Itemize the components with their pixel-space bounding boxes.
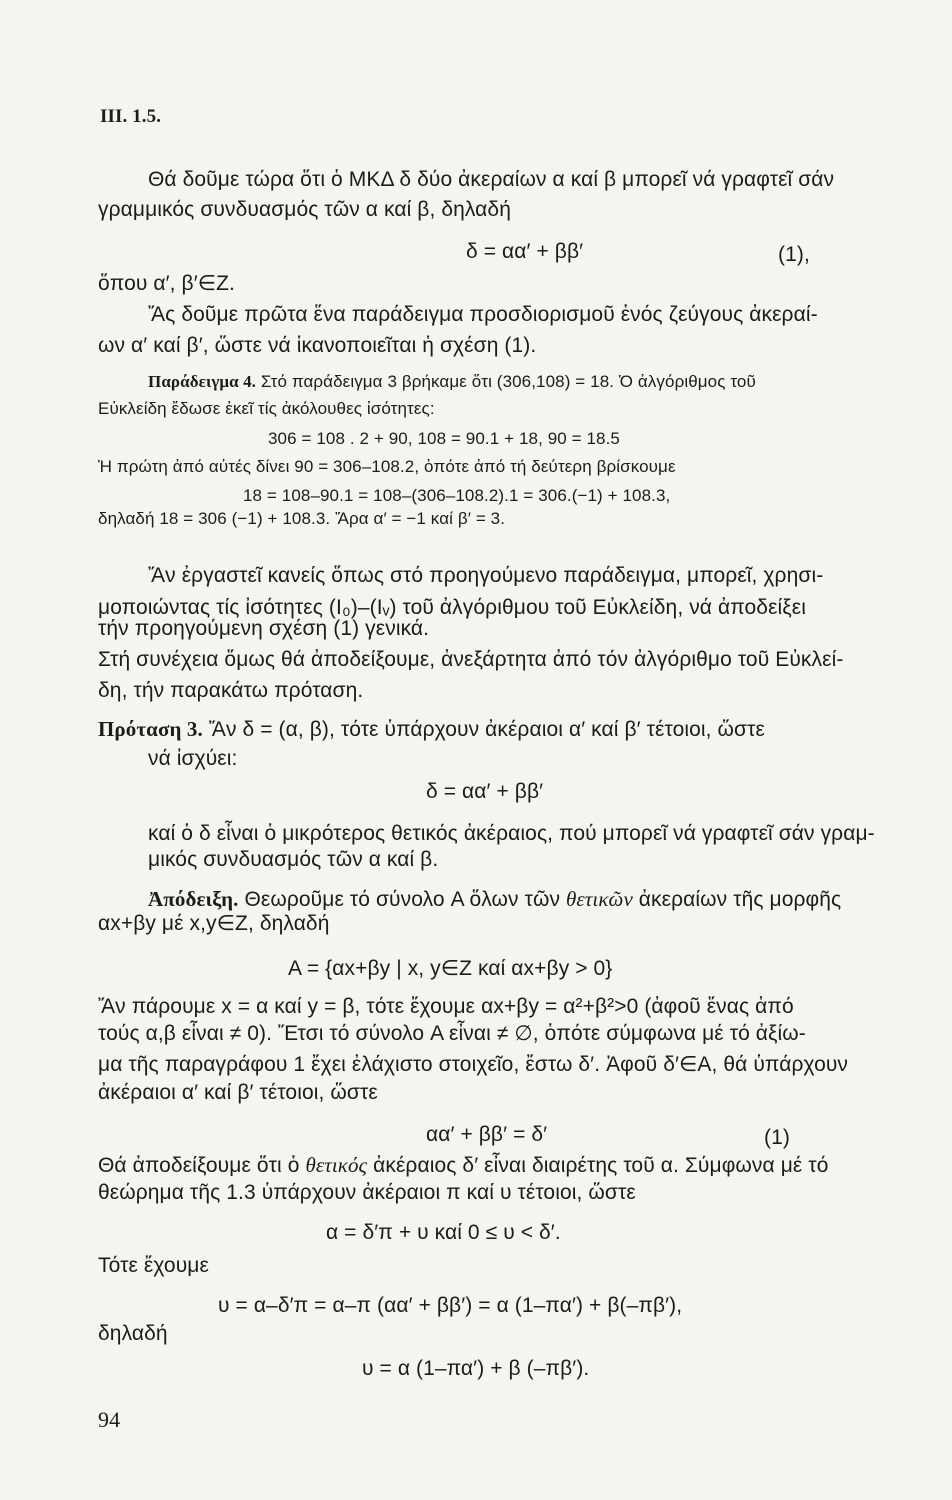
example-4-label: Παράδειγμα 4. [148, 372, 257, 391]
proof-line-1-emphasis: θετικῶν [566, 887, 633, 911]
equation-5: υ = α (1–πα′) + β (–πβ′). [362, 1357, 590, 1380]
example-4-line-3: Ἡ πρώτη ἀπό αὐτές δίνει 90 = 306–108.2, ὁπότε ἀπό τή δεύτερη βρίσκουμε [98, 457, 676, 476]
proof-line-9: Τότε ἔχουμε [98, 1254, 209, 1277]
equation-1: δ = αα′ + ββ′ [466, 240, 584, 263]
proof-line-8: θεώρημα τῆς 1.3 ὑπάρχουν ἀκέραιοι π καί υ τέτοιοι, ὥστε [98, 1181, 636, 1204]
example-4-line-4: δηλαδή 18 = 306 (−1) + 108.3. Ἄρα α′ = −1 καί β′ = 3. [98, 509, 506, 528]
proof-line-7-a: Θά ἀποδείξουμε ὅτι ὁ [98, 1154, 306, 1177]
proof-label: Ἀπόδειξη. [148, 887, 239, 911]
intro-line-2: γραμμικός συνδυασμός τῶν α καί β, δηλαδή [98, 198, 511, 221]
equation-2: αα′ + ββ′ = δ′ [426, 1123, 548, 1146]
where-line: ὅπου α′, β′∈Z. [98, 272, 235, 295]
proof-line-5: μα τῆς παραγράφου 1 ἔχει ἐλάχιστο στοιχεῖο, ἔστω δ′. Ἀφοῦ δ′∈A, θά ὑπάρχουν [98, 1053, 849, 1076]
example-4-line-2: Εὐκλείδη ἔδωσε ἐκεῖ τίς ἀκόλουθες ἰσότητες: [98, 399, 435, 418]
page-number: 94 [98, 1407, 121, 1432]
proposition-3-line-1 [98, 715, 765, 744]
example-intro-line-2: ων α′ καί β′, ὥστε νά ἱκανοποιεῖται ἡ σχέση (1). [98, 334, 537, 357]
paragraph-2-line-2: μοποιώντας τίς ἰσότητες (I₀)–(Iᵥ) τοῦ ἀλγόριθμου τοῦ Εὐκλείδη, νά ἀποδείξει [98, 596, 807, 619]
example-intro-line-1: Ἄς δοῦμε πρῶτα ἕνα παράδειγμα προσδιορισμοῦ ἑνός ζεύγους ἀκεραί- [148, 303, 818, 326]
proof-line-10: δηλαδή [98, 1322, 168, 1345]
equation-2-number: (1) [764, 1126, 790, 1149]
equation-4: υ = α–δ′π = α–π (αα′ + ββ′) = α (1–πα′) + β(–πβ′), [218, 1294, 683, 1317]
paragraph-2-line-3: τήν προηγούμενη σχέση (1) γενικά. [98, 617, 430, 640]
proposition-3-line-2: νά ἰσχύει: [148, 747, 238, 770]
proof-line-3: Ἄν πάρουμε x = α καί y = β, τότε ἔχουμε αx+βy = α²+β²>0 (ἀφοῦ ἕνας ἀπό [98, 995, 794, 1018]
paragraph-3-line-1: Στή συνέχεια ὅμως θά ἀποδείξουμε, ἀνεξάρτητα ἀπό τόν ἀλγόριθμο τοῦ Εὐκλεί- [98, 648, 844, 671]
proof-line-7-emphasis: θετικός [305, 1153, 368, 1177]
example-4-long-equation: 18 = 108–90.1 = 108–(306–108.2).1 = 306.(−1) + 108.3, [243, 486, 671, 505]
proposition-3-equation: δ = αα′ + ββ′ [426, 780, 544, 803]
equation-3: α = δ′π + υ καί 0 ≤ υ < δ′. [326, 1221, 561, 1244]
example-4-line-1 [148, 370, 756, 394]
paragraph-2-line-1: Ἄν ἐργαστεῖ κανείς ὅπως στό προηγούμενο παράδειγμα, μπορεῖ, χρησι- [148, 564, 824, 587]
proposition-3-line-3: καί ὁ δ εἶναι ὁ μικρότερος θετικός ἀκέραιος, πού μπορεῖ νά γραφτεῖ σάν γραμ- [148, 822, 875, 845]
equation-1-number: (1), [778, 243, 810, 266]
proof-line-7-b: ἀκέραιος δ′ εἶναι διαιρέτης τοῦ α. Σύμφωνα μέ τό [367, 1154, 829, 1177]
example-4-text: Στό παράδειγμα 3 βρήκαμε ὅτι (306,108) = 18. Ὁ ἀλγόριθμος τοῦ [256, 372, 756, 391]
proof-line-1-a: Θεωροῦμε τό σύνολο A ὅλων τῶν [238, 888, 566, 911]
proof-line-2: αx+βy μέ x,y∈Z, δηλαδή [98, 912, 330, 935]
proof-line-6: ἀκέραιοι α′ καί β′ τέτοιοι, ὥστε [98, 1081, 378, 1104]
set-definition: A = {αx+βy | x, y∈Z καί αx+βy > 0} [288, 957, 613, 980]
proof-line-1-b: ἀκεραίων τῆς μορφῆς [632, 888, 842, 911]
intro-line-1: Θά δοῦμε τώρα ὅτι ὁ ΜΚΔ δ δύο ἀκεραίων α καί β μπορεῖ νά γραφτεῖ σάν [148, 168, 835, 191]
paragraph-3-line-2: δη, τήν παρακάτω πρόταση. [98, 679, 364, 702]
proposition-3-label: Πρόταση 3. [98, 717, 203, 741]
proof-line-4: τούς α,β εἶναι ≠ 0). Ἔτσι τό σύνολο A εἶναι ≠ ∅, ὁπότε σύμφωνα μέ τό ἀξίω- [98, 1022, 806, 1045]
proof-line-7 [98, 1151, 828, 1180]
section-reference: III. 1.5. [100, 106, 162, 127]
proposition-3-text: Ἄν δ = (α, β), τότε ὑπάρχουν ἀκέραιοι α′ καί β′ τέτοιοι, ὥστε [202, 718, 765, 741]
example-4-equalities: 306 = 108 . 2 + 90, 108 = 90.1 + 18, 90 = 18.5 [268, 429, 620, 448]
proposition-3-line-4: μικός συνδυασμός τῶν α καί β. [148, 848, 439, 871]
